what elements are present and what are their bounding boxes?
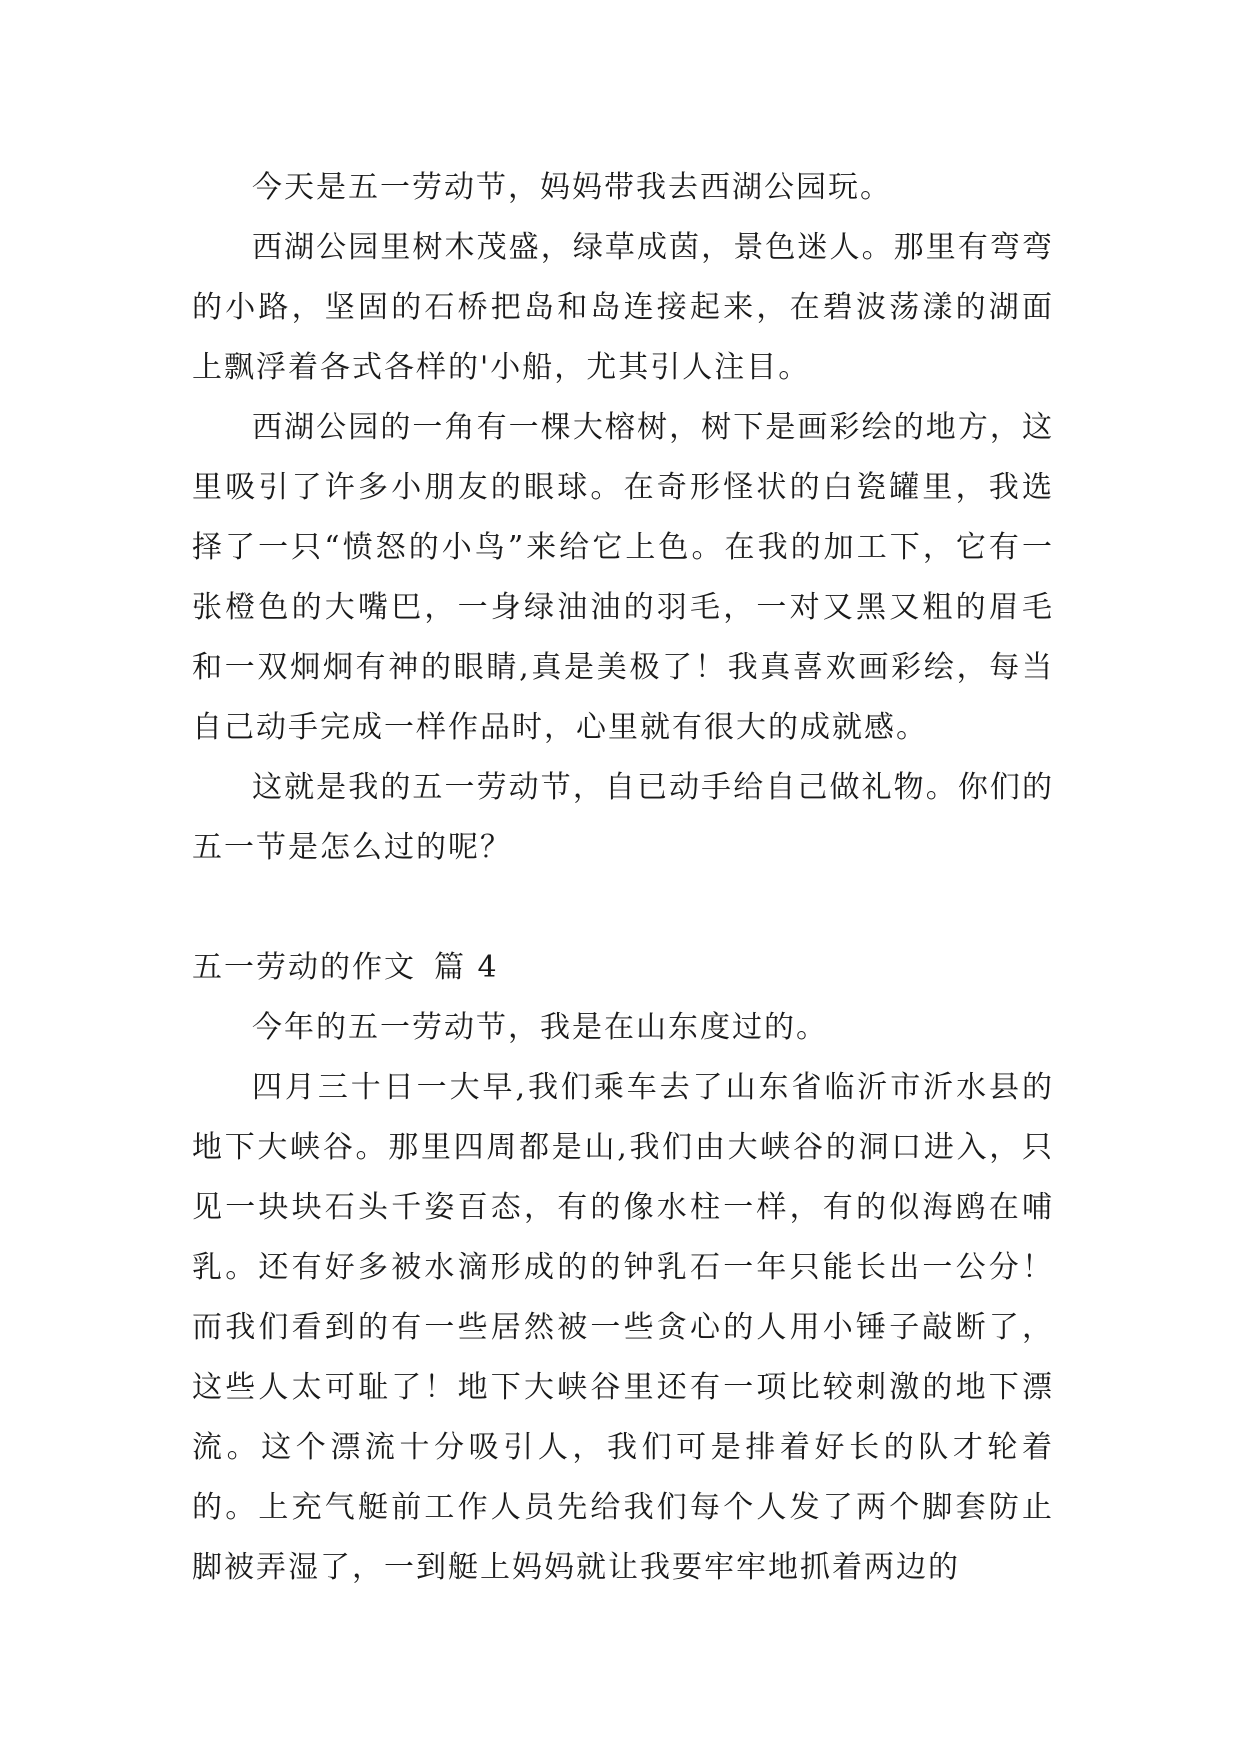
section-spacer — [192, 878, 1054, 938]
section-label: 篇 4 — [434, 950, 499, 985]
paragraph: 今年的五一劳动节，我是在山东度过的。 — [252, 1010, 828, 1045]
section-title: 五一劳动的作文 — [192, 950, 416, 985]
section-heading — [192, 938, 1054, 998]
paragraph: 今天是五一劳动节，妈妈带我去西湖公园玩。 — [252, 170, 892, 205]
paragraph: 四月三十日一大早,我们乘车去了山东省临沂市沂水县的地下大峡谷。那里四周都是山,我们由大峡谷的洞口进入，只见一块块石头千姿百态，有的像水柱一样，有的似海鸥在哺乳。还有好多被水滴形成的的钟乳石一年只能长出一公分！而我们看到的有一些居然被一些贪心的人用小锤子敲断了，这些人太可耻了！地下大峡谷里还有一项比较刺激的地下漂流。这个漂流十分吸引人，我们可是排着好长的队才轮着的。上充气艇前工作人员先给我们每个人发了两个脚套防止脚被弄湿了，一到艇上妈妈就让我要牢牢地抓着两边的 — [192, 1070, 1054, 1585]
paragraph: 这就是我的五一劳动节，自已动手给自己做礼物。你们的五一节是怎么过的呢？ — [192, 770, 1054, 865]
paragraph: 西湖公园里树木茂盛，绿草成茵，景色迷人。那里有弯弯的小路，坚固的石桥把岛和岛连接起来，在碧波荡漾的湖面上飘浮着各式各样的'小船，尤其引人注目。 — [192, 230, 1054, 385]
document-page — [192, 158, 1054, 1598]
paragraph: 西湖公园的一角有一棵大榕树，树下是画彩绘的地方，这里吸引了许多小朋友的眼球。在奇形怪状的白瓷罐里，我选择了一只“愤怒的小鸟”来给它上色。在我的加工下，它有一张橙色的大嘴巴，一身绿油油的羽毛，一对又黑又粗的眉毛和一双炯炯有神的眼睛,真是美极了！我真喜欢画彩绘，每当自己动手完成一样作品时，心里就有很大的成就感。 — [192, 410, 1054, 745]
